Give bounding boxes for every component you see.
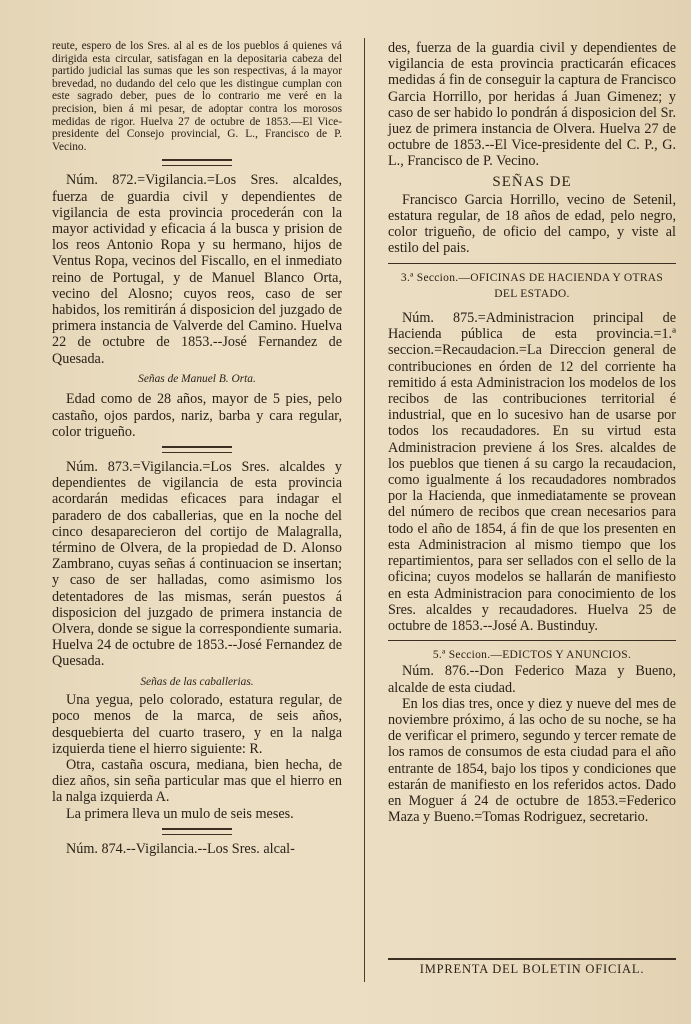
notice-875: Núm. 875.=Administracion principal de Hacienda pública de esta provincia.=1.ª seccion.=Recaudacion.=La Direccion general de contribuciones en órden de 12 del corriente ha remitido á esta Administracion los modelos de los recibos de las contribuciones territorial é industrial, que en lo sucesivo han de usarse por todos los recaudadores. En su virtud esta Administracion previene á los Sres. alcaldes de los pueblos que tienen á su cargo la recaudacion, como igualmente á los recaudadores nombrados por la Hacienda, que inmediatamente se provean del número de recibos que crean necesarios para todo el año de 1854, á fin de que los presenten en esta Administracion al mismo tiempo que los repartimientos, para ser sellados con el sello de la oficina; cuyos modelos se hallarán de manifiesto en esta Administracion para conocimiento de los Sres. alcaldes y recaudadores. Huelva 25 de octubre de 1853.--José A. Bustinduy. [388,310,676,634]
otra-description: Otra, castaña oscura, mediana, bien hecha, de diez años, sin seña particular mas que el hierro en la nalga izquierda A. [52,757,342,806]
notice-872: Núm. 872.=Vigilancia.=Los Sres. alcaldes, fuerza de guardia civil y dependientes de vigilancia de esta provincia procederán con la mayor actividad y eficacia á la busca y prision de los reos Antonio Ropa y su hermano, hijos de Ventus Ropa, vecinos del Fiscallo, en el inmediato reino de Portugal, y de Manuel Blanco Orta, vecino del Alosno; cuyos reos, caso de ser habidos, los remitirán á disposicion del juzgado de primera instancia de Valverde del Camino. Huelva 22 de octubre de 1853.--José Fernandez de Quesada. [52,172,342,367]
printer-imprint: IMPRENTA DEL BOLETIN OFICIAL. [419,962,645,976]
senas-de-heading: SEÑAS DE [492,173,572,190]
section-3-heading: 3.ª Seccion.—OFICINAS DE HACIENDA Y OTRAS DEL ESTADO. [400,271,664,300]
circular-ending: reute, espero de los Sres. al al es de los pueblos á quienes vá dirigida esta circular, satisfagan en la depositaria cabeza del partido judicial las sumas que les son respectivas, á la mayor brevedad, no dudando del celo que les distingue cumplan con este sagrado deber, pues de lo contrario me veré en la precision, bien á mi pesar, de adoptar contra los morosos medidas de rigor. Huelva 27 de octubre de 1853.—El Vice-presidente del Consejo provincial, G. L., Francisco de P. Vecino. [52,40,342,153]
separator-rule [162,446,232,453]
right-column [388,40,676,984]
separator-rule [162,828,232,835]
section-rule [388,640,676,641]
left-column [52,40,342,984]
separator-rule [162,159,232,166]
column-divider [364,38,365,982]
bottom-rule [388,958,676,960]
orta-description: Edad como de 28 años, mayor de 5 pies, pelo castaño, ojos pardos, nariz, barba y cara regular, color trigueño. [52,391,342,440]
notice-874-start: Núm. 874.--Vigilancia.--Los Sres. alcal- [66,840,295,857]
notice-873: Núm. 873.=Vigilancia.=Los Sres. alcaldes y dependientes de vigilancia de esta provincia acordarán medidas eficaces para indagar el paradero de dos caballerias, que en la noche del cinco desaparecieron del cortijo de Malagralla, término de Olvera, de la propiedad de D. Alonso Zambrano, cuyas señas á continuacion se insertan; y caso de ser halladas, como asimismo los detentadores de las mismas, serán puestos á disposicion del juzgado de primera instancia de Olvera, donde se sigue la correspondiente sumaria. Huelva 24 de octubre de 1853.--José Fernandez de Quesada. [52,458,342,670]
notice-874-continued: des, fuerza de la guardia civil y dependientes de vigilancia de esta provincia practicarán eficaces medidas á fin de conseguir la captura de Francisco Garcia Horrillo, por heridas á Juan Gimenez; y caso de ser habido lo pondrán á disposicion del Sr. juez de primera instancia de Olvera. Huelva 27 de octubre de 1853.--El Vice-presidente del C. P., G. L., Francisco de P. Vecino. [388,40,676,170]
senas-caballerias-heading: Señas de las caballerias. [140,675,254,688]
yegua-description: Una yegua, pelo colorado, estatura regular, de poco menos de la marca, de seis años, desquebierta del cuarto trasero, y en la nalga izquierda tiene el hierro siguiente: R. [52,692,342,757]
notice-876-title: Núm. 876.--Don Federico Maza y Bueno, alcalde de esta ciudad. [388,663,676,696]
section-5-heading: 5.ª Seccion.—EDICTOS Y ANUNCIOS. [432,649,632,662]
mulo-note: La primera lleva un mulo de seis meses. [66,805,294,822]
notice-876-body: En los dias tres, once y diez y nueve del mes de noviembre próximo, á las ocho de su noche, se ha de verificar el primero, segundo y tercer remate de los ramos de consumos de esta ciudad para el año entrante de 1854, bajo los tipos y condiciones que estarán de manifiesto en los referidos actos. Dado en Moguer á 24 de octubre de 1853.=Federico Maza y Bueno.=Tomas Rodriguez, secretario. [388,695,676,826]
section-rule [388,263,676,264]
senas-orta-heading: Señas de Manuel B. Orta. [138,372,256,385]
horrillo-description: Francisco Garcia Horrillo, vecino de Setenil, estatura regular, de 18 años de edad, pelo negro, color trigueño, de oficio del campo, y viste al estilo del pais. [388,191,676,257]
